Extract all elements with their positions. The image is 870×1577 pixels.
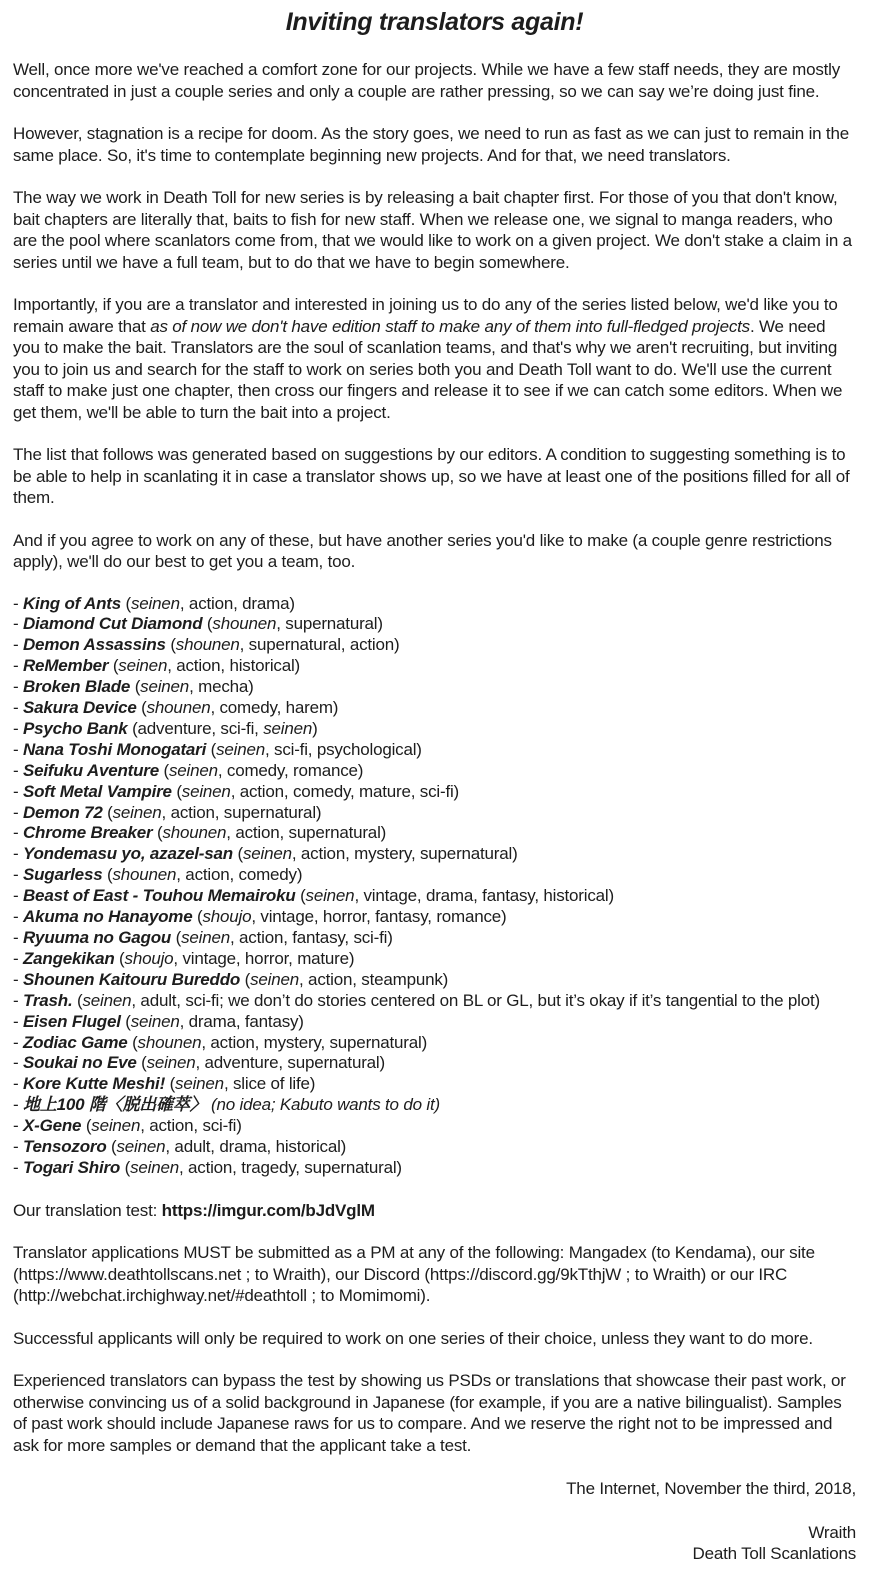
paragraph [13,444,856,509]
list-bullet: - [13,886,23,906]
list-bullet: - [13,1053,23,1073]
signature-dateline: The Internet, November the third, 2018, [566,1479,856,1499]
series-genres: ) [312,718,318,738]
series-genres: ( [158,760,169,780]
series-genres: seinen [91,1116,141,1136]
series-genres: seinen [130,593,180,613]
series-item [13,1074,856,1095]
series-genres: seinen [130,1157,179,1177]
paragraph [13,1200,856,1222]
signature-block [13,1478,856,1565]
text-run: Importantly, if you are a translator and interested in joining us to do any of the series listed below, we'd like you to remain aware that [13,295,838,336]
series-genres: , adult, drama, historical) [165,1137,347,1157]
paragraph [13,1328,856,1350]
series-genres: , action, sci-fi) [140,1116,242,1136]
series-genres: , action, supernatural) [161,802,322,822]
series-title: Zodiac Game [22,1032,128,1052]
series-genres: ( [72,990,83,1010]
series-genres: ( [171,781,182,801]
series-genres: ( [130,677,141,697]
list-bullet: - [13,593,23,613]
series-title: Yondemasu yo, azazel-san [22,844,233,864]
series-genres: , action, drama) [179,593,295,613]
series-item [13,656,856,677]
paragraph [13,123,856,166]
series-genres: seinen [82,990,132,1010]
series-genres: , adventure, supernatural) [195,1053,385,1073]
series-title: Demon 72 [22,802,103,822]
series-title: Sakura Device [22,698,137,718]
text-run: Well, once more we've reached a comfort zone for our projects. While we have a few staff needs, they are mostly concentrated in just a couple series and only a couple are rather pressing, so we can say we’re doing just fine. [13,60,841,101]
series-title: Broken Blade [22,677,131,697]
series-title: Chrome Breaker [22,823,153,843]
series-genres: shoujo [124,948,174,968]
series-title: Kore Kutte Meshi! [22,1074,166,1094]
series-genres: , slice of life) [223,1074,316,1094]
series-item [13,823,856,844]
outro-section [13,1200,856,1457]
series-title: Psycho Bank [22,718,128,738]
text-run: However, stagnation is a recipe for doom. As the story goes, we need to run as fast as we can just to remain in the same place. So, it's time to contemplate beginning new projects. And for that, we need translators. [13,124,849,165]
series-genres: ( [120,1011,131,1031]
series-item [13,803,856,824]
series-genres: , mecha) [189,677,254,697]
text-run: Successful applicants will only be required to work on one series of their choice, unless they want to do more. [13,1328,813,1348]
series-genres: shounen [146,698,211,718]
series-genres: (adventure, sci-fi, [127,718,264,738]
series-item [13,1033,856,1054]
series-genres: , supernatural) [276,614,383,634]
list-bullet: - [13,635,23,655]
series-title: Nana Toshi Monogatari [22,739,207,759]
series-genres: , action, supernatural) [226,823,387,843]
series-title: Zangekikan [22,948,115,968]
page-title: Inviting translators again! [285,8,584,36]
series-title: ReMember [22,656,109,676]
series-genres: ( [165,1074,176,1094]
paragraph [13,1370,856,1456]
series-genres: , action, mystery, supernatural) [291,844,518,864]
series-item [13,928,856,949]
list-bullet: - [13,969,23,989]
series-genres: , action, mystery, supernatural) [201,1032,428,1052]
series-genres: ( [120,1157,131,1177]
text-run: as of now we don't have edition staff to make any of them into full-fledged projects [150,316,750,336]
series-title: Shounen Kaitouru Bureddo [22,969,241,989]
series-item [13,1158,856,1179]
series-title: Soukai no Eve [22,1053,137,1073]
paragraph [13,530,856,573]
signature-spacer [13,1500,856,1522]
series-genres: , supernatural, action) [239,635,400,655]
series-genres: shounen [112,865,177,885]
series-genres: ( [81,1116,92,1136]
paragraph [13,1242,856,1307]
series-genres: ( [136,1053,147,1073]
series-title: Togari Shiro [22,1157,121,1177]
series-item [13,1053,856,1074]
series-title: Soft Metal Vampire [22,781,172,801]
series-genres: , action, comedy, mature, sci-fi) [230,781,460,801]
series-title: Akuma no Hanayome [22,907,193,927]
series-genres: ( [202,614,213,634]
signature-group: Death Toll Scanlations [692,1544,856,1564]
list-bullet: - [13,990,23,1010]
series-item [13,761,856,782]
list-bullet: - [13,948,23,968]
series-genres: ( [295,886,306,906]
series-genres: shoujo [202,907,252,927]
series-item [13,782,856,803]
series-title: Demon Assassins [22,635,166,655]
series-genres: ( [240,969,251,989]
text-run: The way we work in Death Toll for new series is by releasing a bait chapter first. For those of you that don't know, bait chapters are literally that, baits to fish for new staff. When we release one, we signal to manga readers, who are the pool where scanlators come from, that we would like to work on a given project. We don't stake a claim in a series until we have a full team, but to do that we have to begin somewhere. [13,188,852,272]
series-title: Sugarless [22,865,103,885]
series-genres: , vintage, drama, fantasy, historical) [354,886,614,906]
series-title: Diamond Cut Diamond [22,614,203,634]
series-genres: , comedy, romance) [217,760,364,780]
series-genres: , sci-fi, psychological) [265,739,422,759]
series-genres: , adult, sci-fi; we don’t do stories centered on BL or GL, but it’s okay if it’s tangential to the plot) [131,990,820,1010]
list-bullet: - [13,1032,23,1052]
series-item [13,865,856,886]
series-genres: ( [106,1137,117,1157]
list-bullet: - [13,1095,23,1115]
series-title: X-Gene [22,1116,82,1136]
series-item [13,740,856,761]
series-genres: , vintage, horror, fantasy, romance) [251,907,507,927]
series-list [13,594,856,1179]
text-run: https://imgur.com/bJdVglM [161,1200,375,1220]
series-item [13,949,856,970]
list-bullet: - [13,907,23,927]
series-genres: seinen [140,677,190,697]
series-item [13,907,856,928]
series-item [13,991,856,1012]
list-bullet: - [13,823,23,843]
series-genres: seinen [216,739,265,759]
series-title: Eisen Flugel [22,1011,121,1031]
series-genres: ( [121,593,131,613]
paragraph [13,294,856,423]
series-genres: ( [192,907,203,927]
list-bullet: - [13,718,23,738]
series-genres: , comedy, harem) [210,698,339,718]
list-bullet: - [13,677,23,697]
series-genres: shounen [137,1032,202,1052]
series-genres: ( [206,739,217,759]
series-genres: seinen [146,1053,196,1073]
series-genres: seinen [181,928,230,947]
intro-section [13,59,856,573]
series-title: Seifuku Aventure [22,760,159,780]
series-genres: shounen [162,823,227,843]
series-genres: ( [127,1032,138,1052]
list-bullet: - [13,739,23,759]
series-genres: , vintage, horror, mature) [173,948,355,968]
series-title: Beast of East - Touhou Memairoku [22,886,296,906]
series-item [13,635,856,656]
series-genres: seinen [305,886,355,906]
series-genres: ( [171,928,182,947]
series-item [13,698,856,719]
series-genres: seinen [168,760,218,780]
list-bullet: - [13,1116,23,1136]
series-genres: seinen [116,1137,166,1157]
list-bullet: - [13,1157,23,1177]
series-genres: seinen [112,802,162,822]
series-title: 地上100 階〈脱出確萃〉 [22,1095,207,1115]
series-genres: shounen [175,635,240,655]
series-title: King of Ants [22,593,121,613]
series-genres: seinen [175,1074,224,1094]
series-item [13,844,856,865]
series-genres: seinen [118,656,168,676]
series-genres: (no idea; Kabuto wants to do it) [211,1095,440,1115]
series-genres: seinen [250,969,300,989]
series-genres: , action, fantasy, sci-fi) [230,928,393,947]
text-run: Our translation test: [13,1200,162,1220]
series-genres: , action, tragedy, supernatural) [178,1157,402,1177]
series-title: Trash. [22,990,73,1010]
list-bullet: - [13,1137,23,1157]
series-item [13,1116,856,1137]
series-title: Ryuuma no Gagou [22,928,172,947]
series-genres: , drama, fantasy) [179,1011,304,1031]
series-genres: , action, comedy) [176,865,303,885]
series-item [13,719,856,740]
text-run: Translator applications MUST be submitted as a PM at any of the following: Mangadex (to Kendama), our site (https://www.deathtollscans.net ; to Wraith), our Discord (https://discord.gg/9kTthjW ; to Wraith) or our IRC (http://webchat.irchighway.net/#deathtoll ; to Momimomi). [13,1243,815,1306]
series-item [13,677,856,698]
list-bullet: - [13,844,23,864]
list-bullet: - [13,656,23,676]
text-run: . We need you to make the bait. Translators are the soul of scanlation teams, and that's why we aren't recruiting, but inviting you to join us and search for the staff to work on series both you and Death Toll want to do. We'll use the current staff to make just one chapter, then cross our fingers and release it to see if we can catch some editors. When we get them, we'll be able to turn the bait into a project. [13,316,843,422]
series-genres: shounen [212,614,277,634]
series-genres: ( [102,802,113,822]
series-item [13,886,856,907]
list-bullet: - [13,802,23,822]
series-genres: ( [114,948,125,968]
series-item [13,594,856,615]
list-bullet: - [13,865,23,885]
paragraph [13,187,856,273]
list-bullet: - [13,928,23,947]
list-bullet: - [13,614,23,634]
series-genres: seinen [181,781,231,801]
series-genres: seinen [242,844,292,864]
series-genres: seinen [263,718,313,738]
series-genres: ( [232,844,243,864]
series-genres: ( [152,823,163,843]
series-genres: , action, historical) [167,656,300,676]
series-genres: ( [136,698,147,718]
signature-author: Wraith [808,1522,856,1542]
series-item [13,614,856,635]
series-genres: , action, steampunk) [299,969,449,989]
series-item [13,1012,856,1033]
series-title: Tensozoro [22,1137,107,1157]
text-run: Experienced translators can bypass the test by showing us PSDs or translations that showcase their past work, or otherwise convincing us of a solid background in Japanese (for example, if you are a native bilingualist). Samples of past work should include Japanese raws for us to compare. And we reserve the right not to be impressed and ask for more samples or demand that the applicant take a test. [13,1371,846,1455]
paragraph [13,59,856,102]
text-run: The list that follows was generated based on suggestions by our editors. A condition to suggesting something is to be able to help in scanlating it in case a translator shows up, so we have at least one of the positions filled for all of them. [13,445,850,507]
series-genres: seinen [130,1011,180,1031]
series-genres: ( [108,656,119,676]
series-item [13,970,856,991]
series-item [13,1095,856,1116]
list-bullet: - [13,1011,23,1031]
series-genres: ( [102,865,113,885]
list-bullet: - [13,1074,23,1094]
text-run: And if you agree to work on any of these, but have another series you'd like to make (a couple genre restrictions apply), we'll do our best to get you a team, too. [13,530,832,571]
list-bullet: - [13,781,23,801]
list-bullet: - [13,760,23,780]
series-item [13,1137,856,1158]
series-genres: ( [165,635,176,655]
list-bullet: - [13,698,23,718]
